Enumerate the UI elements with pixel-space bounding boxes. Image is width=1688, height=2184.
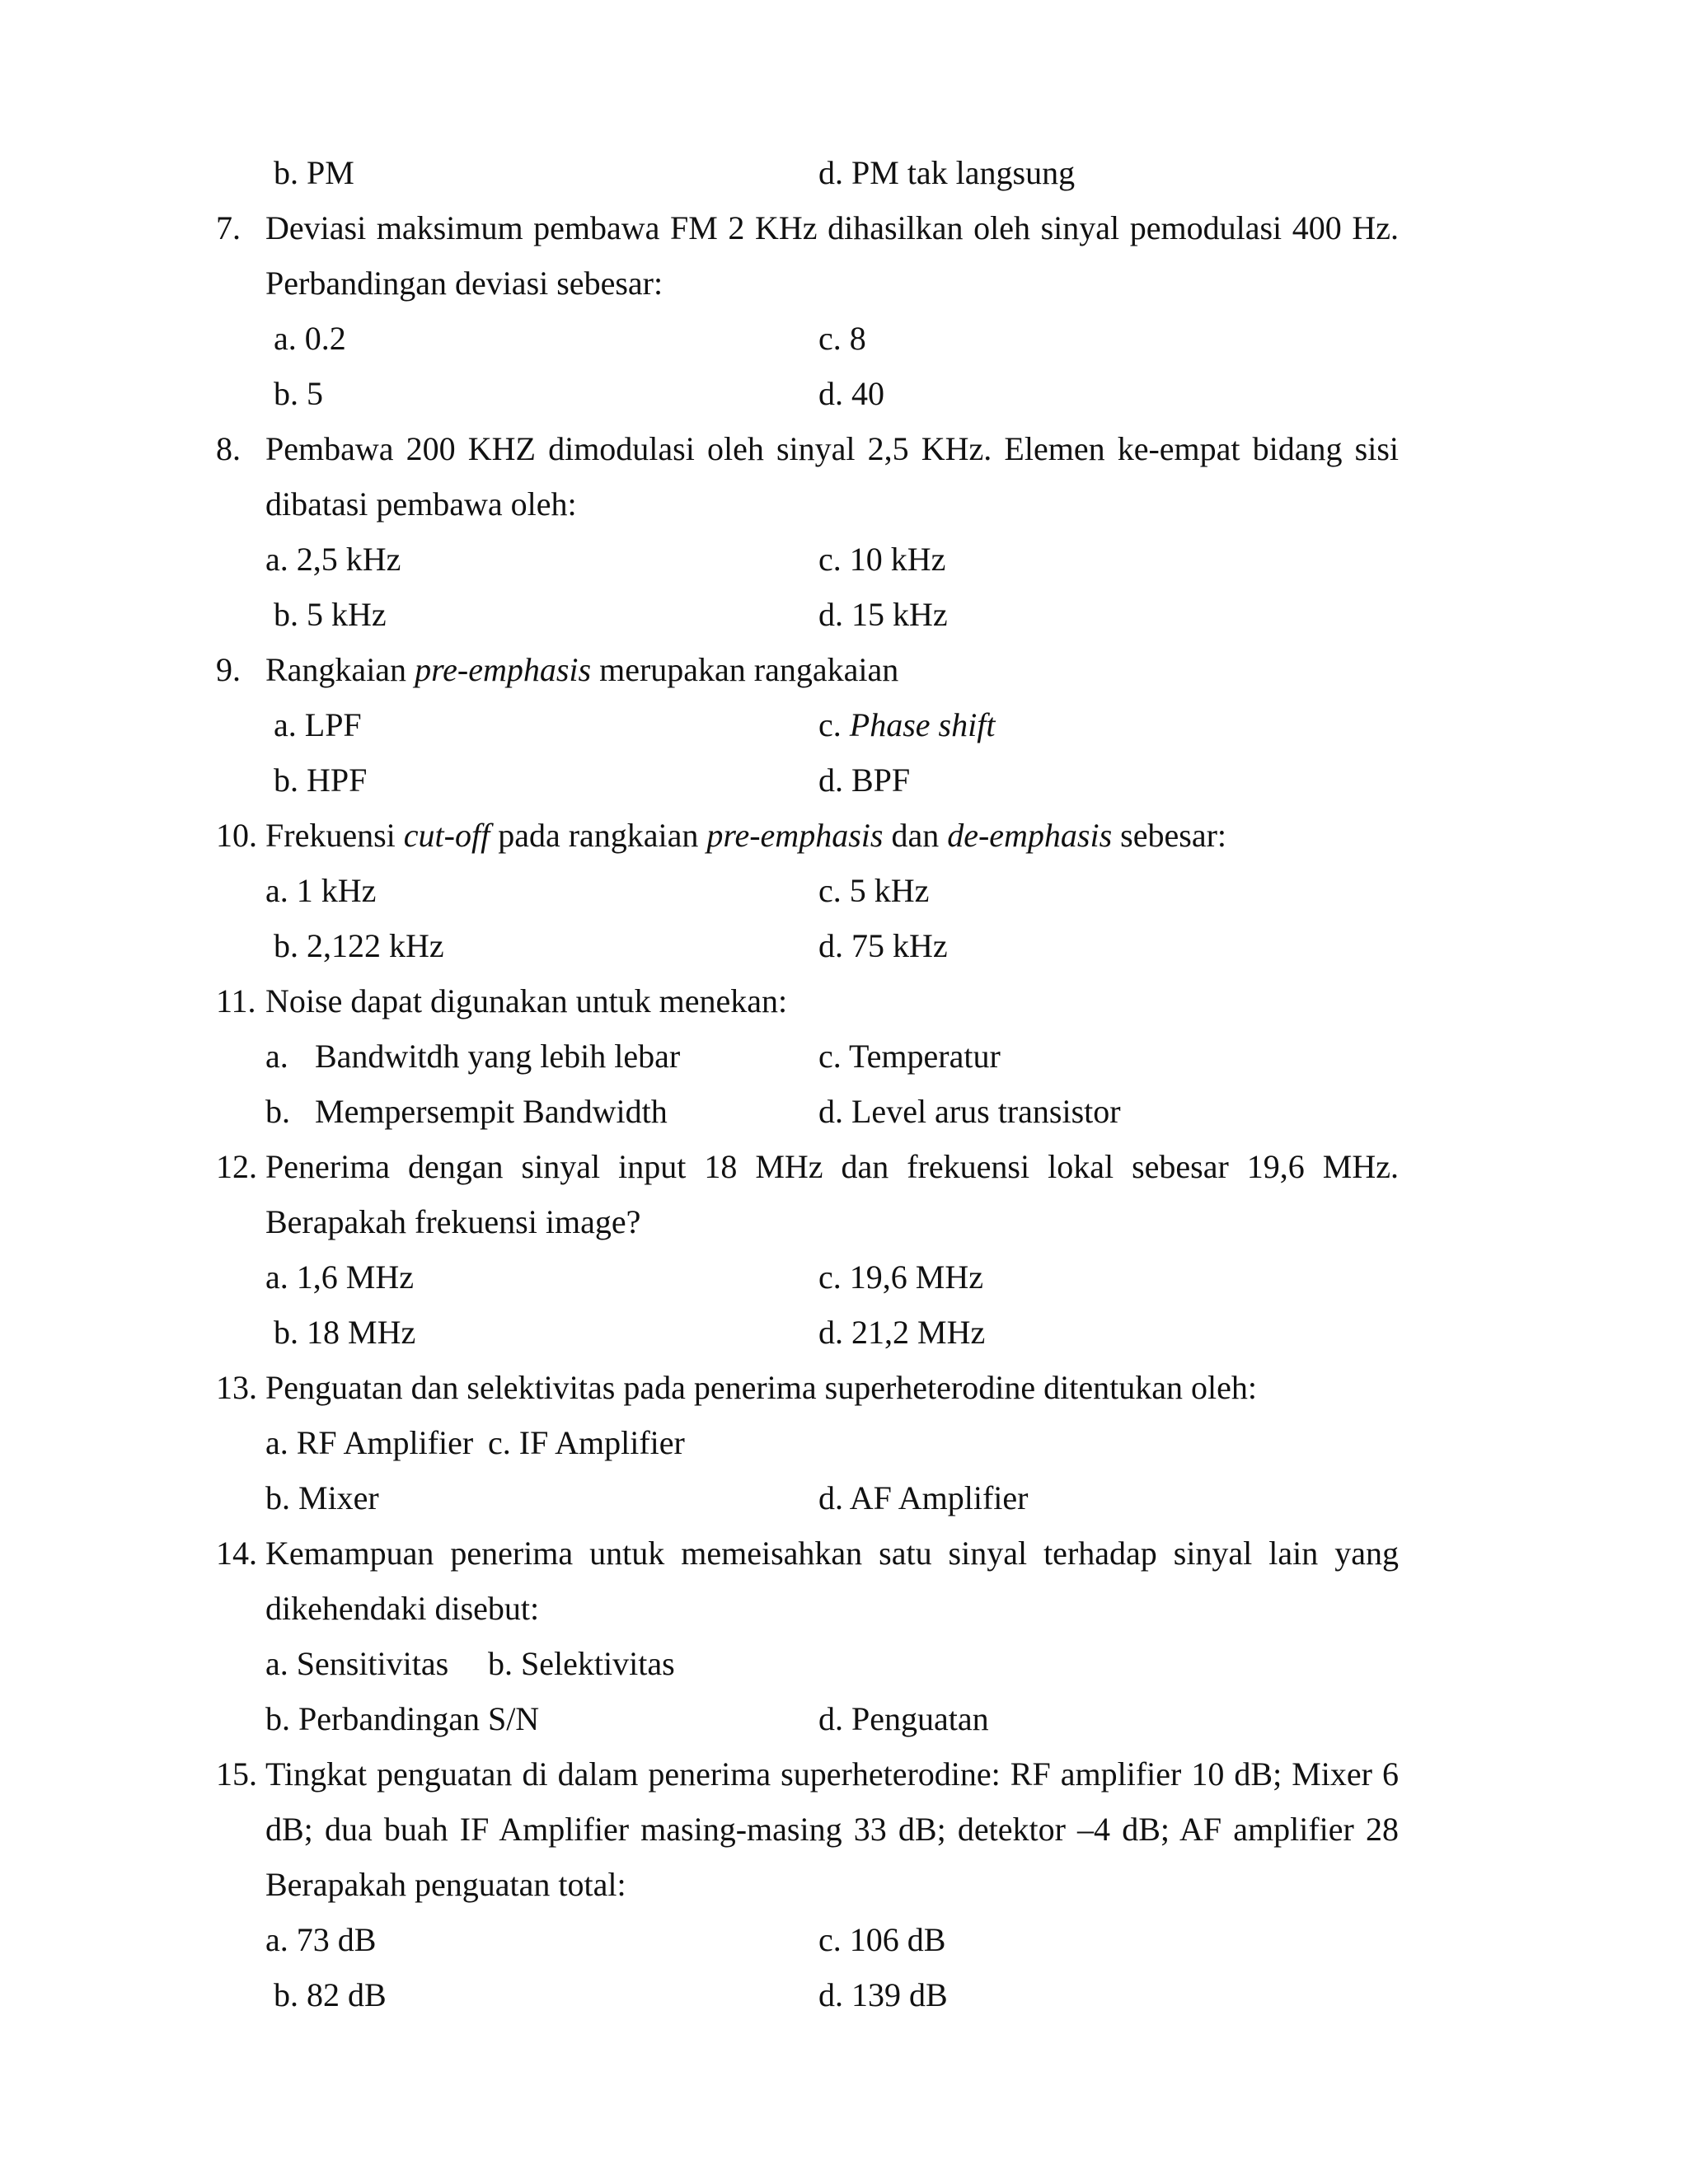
q9-number: 9. — [216, 651, 241, 688]
q11-option-b-letter: b. — [265, 1093, 290, 1130]
q10-text-italic: pre-emphasis — [706, 817, 884, 854]
q10-text-part: sebesar: — [1112, 817, 1226, 854]
q13-option-d: d. AF Amplifier — [818, 1479, 1029, 1516]
q9-option-c-italic: Phase shift — [849, 706, 996, 743]
q7-option-a: a. 0.2 — [274, 320, 346, 357]
q10-text-part: dan — [883, 817, 948, 854]
q9-text-part: merupakan rangakaian — [591, 651, 899, 688]
q15-text-line2: dB; dua buah IF Amplifier masing-masing 33 dB; detektor –4 dB; AF amplifier 28 — [265, 1811, 1399, 1848]
q11-option-b-text: Mempersempit Bandwidth — [315, 1093, 668, 1130]
q7-option-c: c. 8 — [818, 320, 866, 357]
q8-option-a: a. 2,5 kHz — [265, 541, 401, 578]
q15-text-line1: Tingkat penguatan di dalam penerima superheterodine: RF amplifier 10 dB; Mixer 6 — [265, 1755, 1399, 1793]
q9-option-d: d. BPF — [818, 762, 911, 799]
q11-number: 11. — [216, 982, 256, 1019]
q12-option-a: a. 1,6 MHz — [265, 1258, 414, 1296]
q15-option-b: b. 82 dB — [274, 1976, 387, 2013]
q9-text-italic: pre-emphasis — [415, 651, 592, 688]
q13-text: Penguatan dan selektivitas pada penerima superheterodine ditentukan oleh: — [265, 1369, 1257, 1406]
q9-option-c — [818, 705, 995, 746]
q12-option-c: c. 19,6 MHz — [818, 1258, 983, 1296]
q10-text-italic: cut-off — [403, 817, 490, 854]
q8-text-line1: Pembawa 200 KHZ dimodulasi oleh sinyal 2,5 KHz. Elemen ke-empat bidang sisi — [265, 430, 1399, 467]
q14-option-a: a. Sensitivitas — [265, 1645, 449, 1682]
q12-number: 12. — [216, 1148, 257, 1185]
q11-text: Noise dapat digunakan untuk menekan: — [265, 982, 788, 1019]
q9-text-part: Rangkaian — [265, 651, 415, 688]
q9-text — [265, 649, 898, 691]
q15-option-d: d. 139 dB — [818, 1976, 948, 2013]
q15-text-line3: Berapakah penguatan total: — [265, 1866, 626, 1903]
q11-option-a-letter: a. — [265, 1038, 288, 1075]
q7-option-d: d. 40 — [818, 375, 884, 412]
q6-option-b: b. PM — [274, 154, 354, 191]
q8-text-line2: dibatasi pembawa oleh: — [265, 485, 577, 523]
q8-option-b: b. 5 kHz — [274, 596, 387, 633]
q10-text-part: Frekuensi — [265, 817, 404, 854]
q6-option-d: d. PM tak langsung — [818, 154, 1076, 191]
q15-option-a: a. 73 dB — [265, 1921, 377, 1958]
q8-option-d: d. 15 kHz — [818, 596, 948, 633]
q14-option-b-first: b. Selektivitas — [488, 1645, 675, 1682]
q8-number: 8. — [216, 430, 241, 467]
q12-option-b: b. 18 MHz — [274, 1314, 416, 1351]
q10-number: 10. — [216, 817, 257, 854]
q13-option-a: a. RF Amplifier — [265, 1424, 474, 1461]
q10-text — [265, 815, 1226, 856]
q10-text-italic: de-emphasis — [947, 817, 1113, 854]
q11-option-c: c. Temperatur — [818, 1038, 1001, 1075]
q8-option-c: c. 10 kHz — [818, 541, 946, 578]
q7-option-b: b. 5 — [274, 375, 323, 412]
q10-option-c: c. 5 kHz — [818, 872, 930, 909]
q12-text-line2: Berapakah frekuensi image? — [265, 1203, 641, 1240]
q7-text-line2: Perbandingan deviasi sebesar: — [265, 265, 663, 302]
q10-text-part: pada rangkaian — [490, 817, 707, 854]
q10-option-b: b. 2,122 kHz — [274, 927, 444, 964]
q13-option-b: b. Mixer — [265, 1479, 379, 1516]
q14-text-line1: Kemampuan penerima untuk memeisahkan satu sinyal terhadap sinyal lain yang — [265, 1535, 1399, 1572]
q10-option-a: a. 1 kHz — [265, 872, 377, 909]
q14-option-d: d. Penguatan — [818, 1700, 989, 1737]
q9-option-b: b. HPF — [274, 762, 368, 799]
q11-option-d: d. Level arus transistor — [818, 1093, 1121, 1130]
q12-text-line1: Penerima dengan sinyal input 18 MHz dan frekuensi lokal sebesar 19,6 MHz. — [265, 1148, 1399, 1185]
q12-option-d: d. 21,2 MHz — [818, 1314, 986, 1351]
q15-option-c: c. 106 dB — [818, 1921, 946, 1958]
q11-option-a-text: Bandwitdh yang lebih lebar — [315, 1038, 681, 1075]
q13-number: 13. — [216, 1369, 257, 1406]
q7-text-line1: Deviasi maksimum pembawa FM 2 KHz dihasilkan oleh sinyal pemodulasi 400 Hz. — [265, 209, 1399, 246]
q9-option-a: a. LPF — [274, 706, 362, 743]
q9-option-c-prefix: c. — [818, 706, 850, 743]
q15-number: 15. — [216, 1755, 257, 1793]
q7-number: 7. — [216, 209, 241, 246]
q10-option-d: d. 75 kHz — [818, 927, 948, 964]
q14-text-line2: dikehendaki disebut: — [265, 1590, 540, 1627]
q14-option-b-second: b. Perbandingan S/N — [265, 1700, 540, 1737]
q13-option-c: c. IF Amplifier — [488, 1424, 685, 1461]
q14-number: 14. — [216, 1535, 257, 1572]
